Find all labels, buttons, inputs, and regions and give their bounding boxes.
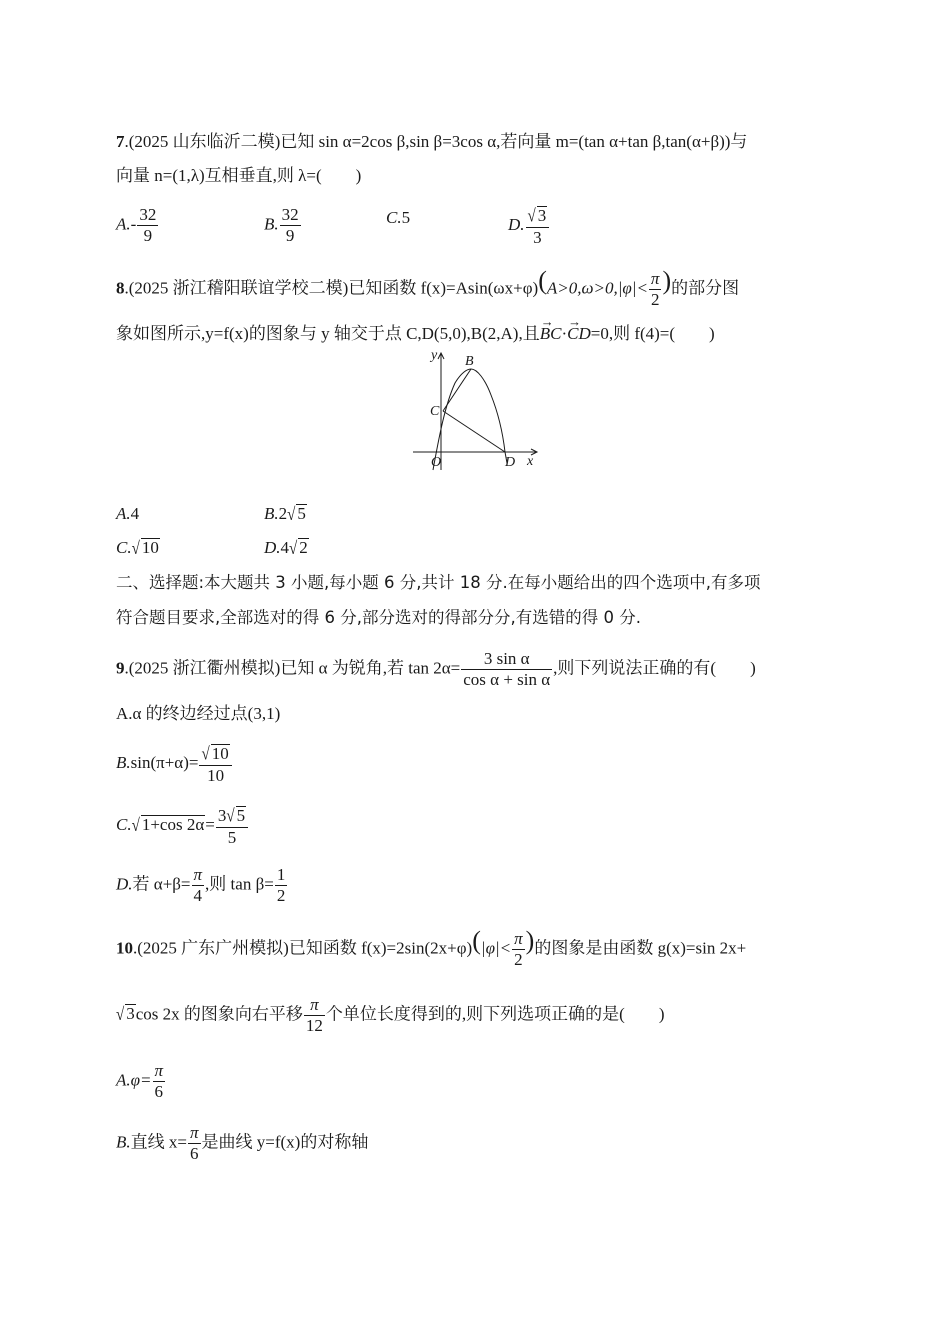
segment-cd (443, 411, 505, 452)
radical-sign: √ (226, 807, 235, 827)
q9-stem: 9.(2025 浙江衢州模拟)已知 α 为锐角,若 tan 2α= $\frac{\text{3 sin α}}{\text{cos α + sin α}}$ ,则下列说法正确的有( ) (116, 649, 756, 689)
fraction: $\frac{32}{9}$ (281, 205, 299, 245)
q10-line1: 10.(2025 广东广州模拟)已知函数 f(x)=2sin(2x+φ)(|φ|< $\frac{\pi}{2}$ )的图象是由函数 g(x)=sin 2x+ (116, 926, 747, 969)
q7-line1 (116, 130, 747, 154)
sine-curve (433, 369, 507, 470)
fraction: $\frac{\pi}{4}$ (193, 865, 203, 905)
vector-bc: → BC (540, 322, 562, 346)
q7-line2 (116, 164, 361, 188)
radical-sign: √ (131, 539, 140, 559)
label-o: O (431, 455, 442, 470)
q8-option-d: D.4√ 2 (264, 536, 309, 561)
fraction: $\frac{3√ 5}{5}$ (216, 806, 248, 847)
radical-sign: √ (131, 816, 140, 836)
q8-line2: 象如图所示,y=f(x)的图象与 y 轴交于点 C,D(5,0),B(2,A),且→ BC·→ CD=0,则 f(4)=( ) (116, 322, 715, 346)
label-c: C (430, 404, 440, 419)
radical-sign: √ (289, 539, 298, 559)
label-b: B (465, 354, 474, 369)
q8-graph (405, 345, 545, 475)
fraction: $\frac{\pi}{2}$ (650, 269, 660, 309)
q8-option-a: A.4 (116, 504, 140, 523)
fraction: $\frac{\pi}{2}$ (514, 929, 523, 969)
radical-sign: √ (201, 745, 210, 765)
fraction: $\frac{√ 3}{3}$ (526, 206, 550, 247)
q9-option-b: B.sin(π+α)= $\frac{√ 10}{10}$ (116, 744, 233, 785)
radical-sign: √ (116, 1005, 125, 1025)
section-2-heading: 二、选择题:本大题共 3 小题,每小题 6 分,共计 18 分.在每小题给出的四个选项中,有多项 (116, 573, 761, 592)
fraction: $\frac{\pi}{6}$ (189, 1123, 199, 1163)
label-x: x (527, 454, 534, 469)
segment-bc (443, 369, 471, 411)
q8-line1: 8.(2025 浙江稽阳联谊学校二模)已知函数 f(x)=Asin(ωx+φ)(A>0,ω>0,|φ|< $\frac{\pi}{2}$ )的部分图 (116, 266, 740, 309)
q10-source: .(2025 广东广州模拟) (133, 938, 289, 958)
radical-sign: √ (287, 505, 296, 525)
fraction: $\frac{\text{3 sin α}}{\text{cos α + sin α}}$ (463, 649, 551, 689)
fraction: $\frac{\pi}{6}$ (154, 1061, 164, 1101)
vector-cd: → CD (567, 322, 591, 346)
q7-source: .(2025 山东临沂二模) (124, 132, 281, 151)
fraction: $\frac{1}{2}$ (276, 865, 286, 905)
fraction: $\frac{32}{9}$ (139, 205, 157, 245)
radical-sign: √ (527, 207, 536, 227)
q7-option-a: A.- $\frac{32}{9}$ (116, 205, 157, 245)
q10-number: 10 (116, 938, 133, 958)
q10-option-a: A.φ= $\frac{\pi}{6}$ (116, 1061, 164, 1101)
q7-option-c: C.5 (386, 208, 411, 227)
q7-option-b: B. $\frac{32}{9}$ (264, 205, 299, 245)
q8-option-b: B.2√ 5 (264, 502, 307, 527)
q8-number: 8 (116, 278, 125, 298)
q9-option-a: A.α 的终边经过点(3,1) (116, 704, 281, 723)
fraction: $\frac{√ 10}{10}$ (199, 744, 231, 785)
q9-option-d: D.若 α+β= $\frac{\pi}{4}$ ,则 tan β= $\frac{1}{2}$ (116, 865, 286, 905)
q8-source: .(2025 浙江稽阳联谊学校二模) (124, 278, 349, 298)
q8-option-c: C.√ 10 (116, 536, 160, 561)
label-d: D (505, 455, 516, 470)
q7-option-d: D. $\frac{√ 3}{3}$ (508, 206, 550, 247)
q7-stem2: 向量 n=(1,λ)互相垂直,则 λ=( ) (116, 166, 362, 185)
q9-source: .(2025 浙江衢州模拟) (124, 658, 281, 678)
q7-stem1: 已知 sin α=2cos β,sin β=3cos α,若向量 m=(tan α+tan β,tan(α+β))与 (280, 132, 748, 151)
q9-number: 9 (116, 658, 125, 678)
section-2-heading-cont: 符合题目要求,全部选对的得 6 分,部分选对的得部分分,有选错的得 0 分. (116, 608, 641, 627)
q7-number: 7 (116, 132, 125, 151)
label-y: y (431, 348, 438, 363)
q10-option-b: B.直线 x= $\frac{\pi}{6}$ 是曲线 y=f(x)的对称轴 (116, 1123, 369, 1163)
q10-line2: √ 3cos 2x 的图象向右平移 $\frac{\pi}{12}$ 个单位长度得到的,则下列选项正确的是( ) (116, 995, 665, 1035)
fraction: $\frac{\pi}{12}$ (305, 995, 323, 1035)
q9-option-c: C.√ 1+cos 2α= $\frac{3√ 5}{5}$ (116, 806, 249, 847)
